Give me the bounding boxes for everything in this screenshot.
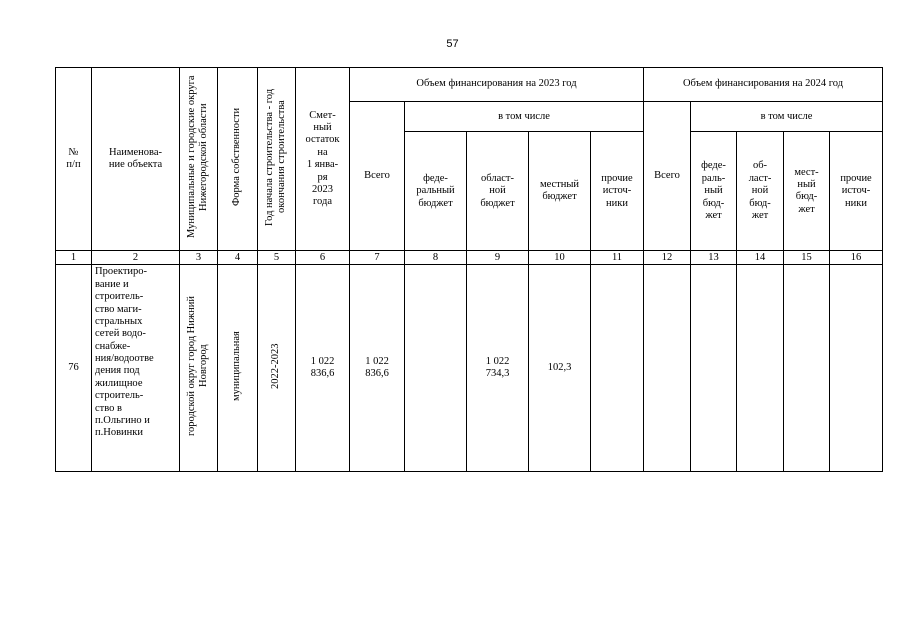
years-cell	[258, 265, 296, 472]
header-total-2024: Всего	[644, 102, 691, 251]
estimated-balance: 1 022 836,6	[296, 265, 350, 472]
other-2023	[591, 265, 644, 472]
column-numbers-row	[56, 251, 883, 265]
ownership-cell	[218, 265, 258, 472]
financing-table	[55, 67, 883, 472]
total-2024	[644, 265, 691, 472]
column-number: 10	[529, 251, 591, 265]
regional-2023: 1 022 734,3	[467, 265, 529, 472]
column-number: 8	[405, 251, 467, 265]
total-2023: 1 022 836,6	[350, 265, 405, 472]
ownership-text: муниципальная	[231, 331, 243, 402]
header-local-2024: мест- ный бюд- жет	[784, 132, 830, 251]
header-financing-2023: Объем финансирования на 2023 год	[350, 68, 644, 102]
header-districts	[180, 68, 218, 251]
table-row	[56, 265, 883, 472]
column-number: 1	[56, 251, 92, 265]
header-local-2023: местный бюджет	[529, 132, 591, 251]
header-ownership-text: Форма собственности	[231, 107, 243, 207]
years-text: 2022-2023	[270, 343, 282, 389]
header-years	[258, 68, 296, 251]
header-regional-2023: област- ной бюджет	[467, 132, 529, 251]
header-including-2023: в том числе	[405, 102, 644, 132]
header-estimated-balance: Смет- ный остаток на 1 янва- ря 2023 года	[296, 68, 350, 251]
row-number: 76	[56, 265, 92, 472]
header-number: № п/п	[56, 68, 92, 251]
column-number: 4	[218, 251, 258, 265]
federal-2024	[691, 265, 737, 472]
header-other-2024: прочие источ- ники	[830, 132, 883, 251]
column-number: 11	[591, 251, 644, 265]
district-cell	[180, 265, 218, 472]
page-number: 57	[446, 38, 459, 50]
column-number: 6	[296, 251, 350, 265]
header-financing-2024: Объем финансирования на 2024 год	[644, 68, 883, 102]
header-ownership	[218, 68, 258, 251]
header-other-2023: прочие источ- ники	[591, 132, 644, 251]
column-number: 5	[258, 251, 296, 265]
header-years-text: Год начала строительства - год окончания строительства	[264, 88, 288, 226]
other-2024	[830, 265, 883, 472]
header-regional-2024: об- ласт- ной бюд- жет	[737, 132, 784, 251]
header-total-2023: Всего	[350, 102, 405, 251]
column-number: 16	[830, 251, 883, 265]
federal-2023	[405, 265, 467, 472]
header-federal-2023: феде- ральный бюджет	[405, 132, 467, 251]
header-object-name: Наименова- ние объекта	[92, 68, 180, 251]
header-including-2024: в том числе	[691, 102, 883, 132]
regional-2024	[737, 265, 784, 472]
column-number: 2	[92, 251, 180, 265]
column-number: 13	[691, 251, 737, 265]
header-row-1	[56, 68, 883, 102]
local-2024	[784, 265, 830, 472]
column-number: 3	[180, 251, 218, 265]
local-2023: 102,3	[529, 265, 591, 472]
column-number: 15	[784, 251, 830, 265]
column-number: 14	[737, 251, 784, 265]
object-name: Проектиро- вание и строитель- ство маги- стральных сетей водо- снабже- ния/водоотве дения под жилищное строитель- ство в п.Ольгино и п.Новинки	[92, 265, 180, 472]
district-text: городской округ город Нижний Новгород	[186, 296, 210, 437]
header-districts-text: Муниципальные и городские округа Нижегородской области	[186, 75, 210, 239]
header-federal-2024: феде- раль- ный бюд- жет	[691, 132, 737, 251]
column-number: 12	[644, 251, 691, 265]
column-number: 9	[467, 251, 529, 265]
column-number: 7	[350, 251, 405, 265]
